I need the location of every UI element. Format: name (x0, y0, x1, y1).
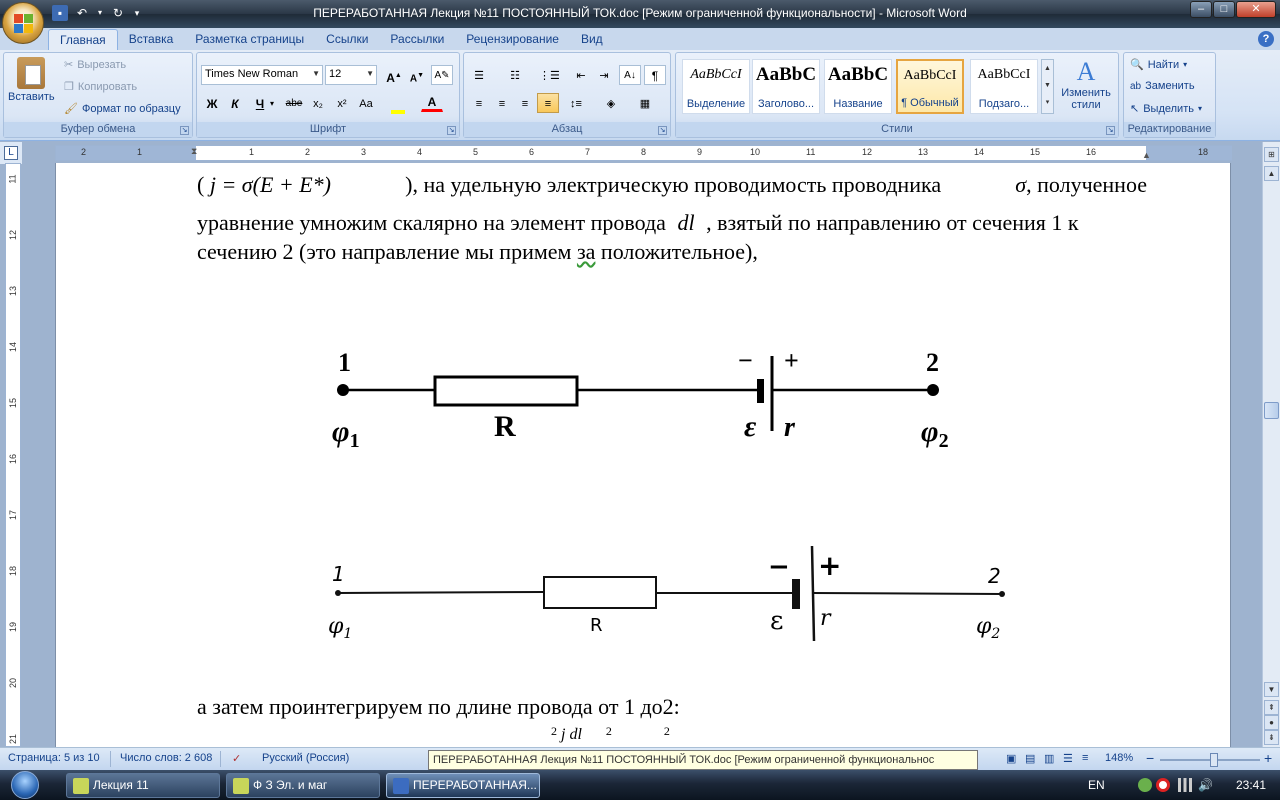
font-size-select[interactable] (325, 65, 377, 85)
ruler-number: 15 (8, 397, 19, 409)
zoom-slider[interactable] (1160, 759, 1260, 761)
input-language[interactable]: EN (1088, 778, 1105, 792)
style-subtitle[interactable] (970, 59, 1038, 114)
redo-icon[interactable]: ↻ (112, 6, 124, 20)
clear-formatting-button[interactable]: A✎ (431, 65, 453, 85)
page-indicator[interactable]: Страница: 5 из 10 (8, 752, 100, 764)
taskbar-item-word[interactable] (386, 773, 540, 798)
bullets-button[interactable]: ☰ (474, 70, 484, 82)
ruler-number: 20 (8, 677, 19, 689)
ruler-margin-left (56, 146, 196, 160)
ruler-number: 18 (8, 565, 19, 577)
ruler-number: 6 (529, 147, 535, 157)
justify-button[interactable]: ≡ (537, 93, 559, 113)
ruler-number: 13 (8, 285, 19, 297)
font-group-label: Шрифт (197, 122, 459, 137)
clipboard-group-label: Буфер обмена (4, 122, 192, 137)
ruler-number: 21 (8, 733, 19, 745)
window-title: ПЕРЕРАБОТАННАЯ Лекция №11 ПОСТОЯННЫЙ ТОК.doc [Режим ограниченной функциональности] - Microsoft Word (313, 6, 967, 20)
battery-short-plate (792, 579, 800, 609)
subscript-button[interactable]: x₂ (313, 98, 323, 110)
style-heading[interactable] (752, 59, 820, 114)
minimize-button[interactable]: – (1190, 1, 1212, 18)
paste-icon (17, 57, 45, 89)
integral-formula-partial: $^2$ j dl $^2$ $^2$ (551, 724, 670, 743)
sigma-symbol: σ, полученное (1015, 172, 1147, 197)
replace-icon: ab (1130, 80, 1142, 92)
view-print-layout-icon[interactable]: ▣ (1006, 753, 1017, 765)
styles-scroll[interactable]: ▲ ▼ ▾ (1041, 59, 1054, 114)
node-1-label: 1 (332, 562, 345, 586)
taskbar (0, 770, 1280, 800)
dl-symbol: dl (677, 210, 695, 235)
show-formatting-button[interactable]: ¶ (644, 65, 666, 85)
node-1-dot (335, 590, 341, 596)
highlighter-icon (391, 110, 405, 114)
vertical-scrollbar[interactable] (1262, 142, 1280, 747)
replace-label: Заменить (1145, 80, 1195, 92)
styles-launcher-icon[interactable]: ↘ (1107, 127, 1114, 134)
view-web-icon[interactable]: ▥ (1044, 753, 1055, 765)
tab-mailings[interactable]: Рассылки (390, 32, 445, 46)
taskbar-item-folder[interactable] (226, 773, 380, 798)
potential-2-label: $\varphi_2$ (921, 415, 949, 452)
style-sample: AaBbCcI (977, 67, 1031, 82)
internal-resistance-label: r (820, 606, 831, 631)
text-run: , взятый по направлению от сечения 1 к (706, 210, 1079, 235)
replace-button[interactable] (1130, 80, 1195, 92)
bold-button[interactable]: Ж (206, 97, 218, 111)
copy-button[interactable] (64, 80, 137, 93)
right-indent-marker-icon[interactable]: ▲ (1142, 150, 1151, 160)
font-name-select[interactable] (201, 65, 323, 85)
undo-icon[interactable]: ↶ (76, 6, 88, 20)
style-sample: AaBbCcI (903, 68, 957, 83)
grow-font-button[interactable]: A▲ (386, 71, 402, 85)
paragraph-launcher-icon[interactable]: ↘ (659, 127, 666, 134)
document-line-4: а затем проинтегрируем по длине провода от 1 до2: (197, 694, 680, 719)
plus-label: + (818, 549, 842, 582)
style-name: Заголово... (757, 98, 815, 110)
document-line-2 (197, 210, 1147, 236)
style-title[interactable] (824, 59, 892, 114)
ribbon (0, 50, 1280, 141)
borders-button[interactable]: ▦ (639, 98, 651, 110)
next-page-icon[interactable]: ⇟ (1264, 730, 1279, 745)
tab-view[interactable]: Вид (580, 32, 603, 46)
select-browse-object-icon[interactable]: ● (1264, 715, 1279, 730)
clock[interactable]: 23:41 (1235, 778, 1266, 792)
system-tray (1080, 770, 1280, 800)
taskbar-item-lecture[interactable] (66, 773, 220, 798)
folder-icon (233, 778, 249, 794)
format-painter-label: Формат по образцу (81, 102, 181, 115)
circuit-diagram-typeset (316, 343, 996, 473)
numbering-button[interactable]: ☷ (510, 70, 520, 82)
shrink-font-button[interactable]: A▼ (409, 72, 425, 85)
tab-page-layout[interactable]: Разметка страницы (195, 32, 305, 46)
copy-icon: ❐ (64, 81, 74, 93)
change-styles-button[interactable] (1058, 57, 1114, 111)
increase-indent-button[interactable]: ⇥ (599, 70, 609, 82)
style-normal[interactable] (896, 59, 964, 114)
style-sample: AaBbCcI (690, 67, 742, 82)
shading-button[interactable]: ◈ (606, 98, 616, 110)
security-icon[interactable] (1138, 778, 1152, 792)
text-run: уравнение умножим скалярно на элемент провода (197, 210, 666, 235)
tab-references[interactable]: Ссылки (326, 32, 369, 46)
undo-dropdown-icon[interactable]: ▾ (97, 8, 102, 17)
ruler-toggle-icon[interactable]: ⊞ (1264, 147, 1279, 162)
close-button[interactable]: ✕ (1236, 1, 1276, 18)
styles-group (675, 52, 1119, 138)
view-draft-icon[interactable]: ≡ (1082, 752, 1089, 764)
find-label: Найти (1147, 58, 1180, 71)
superscript-button[interactable]: x² (337, 98, 347, 110)
style-sample: AaBbC (755, 64, 817, 85)
style-name: Выделение (686, 98, 746, 110)
proofing-icon[interactable]: ✓ (232, 753, 242, 765)
editing-group-label: Редактирование (1124, 122, 1215, 137)
maximize-button[interactable]: □ (1213, 1, 1235, 18)
node-2-dot (999, 591, 1005, 597)
document-line-1 (197, 172, 1147, 198)
document-area[interactable] (22, 163, 1262, 747)
underline-button[interactable]: Ч (255, 97, 265, 111)
potential-1-label: $\varphi_1$ (328, 614, 353, 642)
previous-page-icon[interactable]: ⇞ (1264, 700, 1279, 715)
battery-short-plate (757, 379, 764, 403)
title-bar (0, 0, 1280, 28)
ruler-number: 14 (8, 341, 19, 353)
ruler-number: 17 (8, 509, 19, 521)
binoculars-icon: 🔍 (1130, 59, 1144, 71)
text-run: ), на удельную электрическую проводимость проводника (405, 172, 942, 197)
emf-label: ε (770, 606, 784, 636)
taskbar-item-label: Лекция 11 (93, 778, 149, 792)
change-case-button[interactable]: Aa (359, 98, 373, 110)
save-icon[interactable]: ▪ (52, 5, 68, 21)
office-button[interactable] (2, 2, 44, 44)
change-styles-icon: A (1076, 57, 1096, 86)
ruler-number: 4 (417, 147, 423, 157)
circuit-diagram-handdrawn (326, 541, 1046, 651)
vertical-ruler[interactable] (5, 163, 21, 747)
cut-label: Вырезать (77, 58, 127, 71)
align-center-button[interactable]: ≡ (498, 98, 506, 110)
volume-icon[interactable]: 🔊 (1198, 778, 1213, 792)
ruler-number: 1 (137, 147, 143, 157)
style-sample: AaBbC (827, 64, 889, 85)
ruler-number: 15 (1030, 147, 1041, 157)
word-icon (393, 778, 409, 794)
ruler-number: 10 (750, 147, 761, 157)
strikethrough-button[interactable]: abe (285, 98, 303, 109)
ruler-number: 12 (8, 229, 19, 241)
font-size-value: 12 (329, 68, 342, 80)
zoom-out-button[interactable]: − (1146, 750, 1155, 766)
formula-current-density: ( j = σ(E + E*) (197, 172, 332, 197)
ruler-number: 11 (7, 174, 18, 184)
node-2-dot (927, 384, 939, 396)
office-logo-icon (14, 14, 34, 34)
align-right-button[interactable]: ≡ (521, 98, 529, 110)
node-2-label: 2 (988, 564, 1001, 588)
copy-label: Копировать (77, 80, 138, 93)
ruler-number: 18 (1198, 147, 1209, 157)
format-painter-button[interactable] (64, 102, 181, 115)
folder-icon (73, 778, 89, 794)
ruler-number: 12 (862, 147, 873, 157)
word-count[interactable]: Число слов: 2 608 (120, 752, 213, 764)
ruler-number: 8 (641, 147, 647, 157)
tab-insert[interactable]: Вставка (128, 32, 174, 46)
start-button[interactable] (5, 771, 49, 799)
node-2-label: 2 (926, 348, 939, 377)
opera-icon[interactable] (1156, 778, 1170, 792)
clipboard-group (3, 52, 193, 138)
resistor-label: R (494, 410, 516, 443)
line-spacing-button[interactable]: ↕≡ (570, 98, 582, 110)
font-color-button[interactable]: A (421, 93, 443, 112)
cut-button[interactable] (64, 58, 126, 71)
help-icon[interactable]: ? (1258, 31, 1274, 47)
taskbar-tooltip: ПЕРЕРАБОТАННАЯ Лекция №11 ПОСТОЯННЫЙ ТОК.doc [Режим ограниченной функциональнос (428, 750, 978, 770)
minus-label: − (768, 552, 790, 582)
multilevel-list-button[interactable]: ⋮☰ (539, 70, 560, 82)
indent-marker-icon[interactable]: ⧗ (191, 146, 198, 156)
find-button[interactable] (1130, 58, 1187, 71)
window-controls (1190, 1, 1276, 18)
emf-label: ε (744, 410, 757, 443)
resistor-symbol (435, 377, 577, 405)
align-left-button[interactable]: ≡ (475, 98, 483, 110)
ruler-number: 9 (697, 147, 703, 157)
view-reading-icon[interactable]: ▤ (1025, 753, 1036, 765)
horizontal-ruler[interactable] (55, 145, 1232, 161)
ribbon-tabs (0, 28, 1280, 50)
paragraph-group-label: Абзац (464, 122, 670, 137)
style-name: Название (833, 98, 883, 110)
potential-1-label: $\varphi_1$ (332, 415, 360, 452)
ruler-number: 7 (585, 147, 591, 157)
internal-resistance-label: r (784, 412, 795, 443)
brush-icon: 🖌 (64, 103, 78, 115)
select-button[interactable] (1130, 102, 1202, 115)
select-label: Выделить (1143, 102, 1194, 115)
node-1-dot (337, 384, 349, 396)
paragraph-group (463, 52, 671, 138)
plus-label: + (784, 346, 799, 375)
tab-home[interactable]: Главная (48, 29, 118, 50)
zoom-slider-knob[interactable] (1210, 753, 1218, 767)
language-indicator[interactable]: Русский (Россия) (262, 752, 350, 764)
zoom-level[interactable]: 148% (1105, 752, 1134, 764)
style-name: Подзаго... (978, 98, 1030, 110)
cursor-icon: ↖ (1130, 103, 1140, 115)
underline-dropdown-icon[interactable]: ▾ (269, 99, 274, 108)
document-line-3 (197, 239, 1147, 265)
ruler-number: 5 (473, 147, 479, 157)
resistor-label: R (590, 615, 603, 636)
paste-button[interactable] (8, 57, 55, 103)
ruler-number: 14 (974, 147, 985, 157)
paste-label: Вставить (8, 91, 55, 103)
font-group (196, 52, 460, 138)
tab-review[interactable]: Рецензирование (466, 32, 559, 46)
scroll-down-arrow-icon[interactable]: ▼ (1264, 682, 1279, 697)
ruler-number: 13 (918, 147, 929, 157)
ruler-number: 2 (81, 147, 87, 157)
sort-button[interactable]: A↓ (619, 65, 641, 85)
font-name-value: Times New Roman (205, 68, 299, 80)
windows-logo-icon (11, 771, 39, 799)
styles-group-label: Стили (676, 122, 1118, 137)
tab-selector[interactable]: L (0, 142, 22, 164)
italic-button[interactable]: К (231, 97, 239, 111)
text-run: положительное), (595, 239, 758, 264)
style-name: ¶ Обычный (901, 97, 959, 109)
node-1-label: 1 (338, 348, 351, 377)
highlight-button[interactable] (387, 93, 409, 113)
chevron-down-icon: ▾ (1197, 104, 1202, 113)
ruler-number: 1 (249, 147, 255, 157)
grammar-flag: за (576, 239, 596, 264)
scroll-up-arrow-icon[interactable]: ▲ (1264, 166, 1279, 181)
style-emphasis[interactable] (682, 59, 750, 114)
ruler-number: 19 (8, 621, 19, 633)
chevron-down-icon: ▼ (312, 69, 320, 78)
ruler-margin-right (1146, 146, 1232, 160)
ruler-number: 11 (806, 147, 816, 157)
minus-label: − (738, 346, 753, 375)
ruler-number: 3 (361, 147, 367, 157)
change-styles-label: Изменить стили (1061, 87, 1111, 111)
resistor-symbol (544, 577, 656, 608)
scroll-thumb[interactable] (1264, 402, 1279, 419)
zoom-in-button[interactable]: + (1264, 750, 1273, 766)
document-page[interactable] (55, 163, 1231, 747)
chevron-down-icon: ▾ (1183, 60, 1188, 69)
editing-group (1123, 52, 1216, 138)
ruler-number: 16 (8, 453, 19, 465)
decrease-indent-button[interactable]: ⇤ (576, 70, 586, 82)
font-launcher-icon[interactable]: ↘ (448, 127, 455, 134)
taskbar-item-label: ПЕРЕРАБОТАННАЯ... (413, 778, 537, 792)
signal-icon[interactable] (1178, 778, 1192, 792)
ruler-number: 16 (1086, 147, 1097, 157)
text-run: сечению 2 (это направление мы примем (197, 239, 577, 264)
customize-qat-icon[interactable]: ▾ (134, 8, 140, 18)
taskbar-item-label: Ф З Эл. и маг (253, 778, 328, 792)
ruler-number: 2 (305, 147, 311, 157)
scissors-icon: ✂ (64, 59, 74, 71)
clipboard-launcher-icon[interactable]: ↘ (181, 127, 188, 134)
view-outline-icon[interactable]: ☰ (1063, 753, 1073, 765)
potential-2-label: $\varphi_2$ (976, 614, 1001, 642)
chevron-down-icon: ▼ (366, 69, 374, 78)
